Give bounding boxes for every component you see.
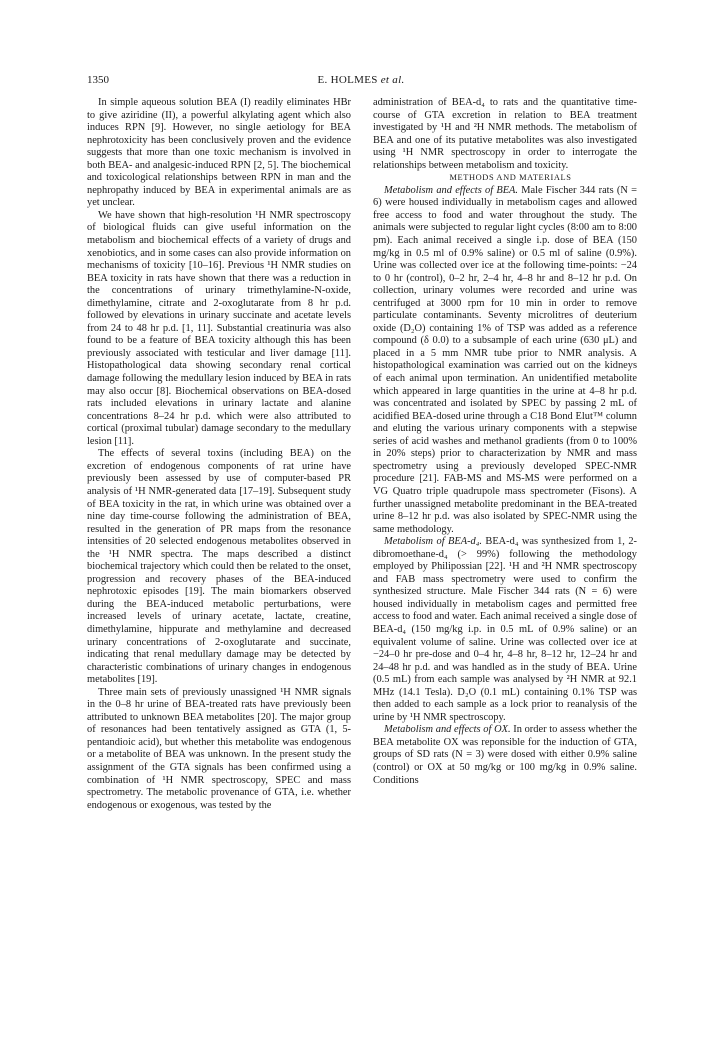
paragraph-lead: Metabolism and effects of BEA.	[384, 184, 518, 196]
paragraph: Three main sets of previously unassigned ¹H NMR signals in the 0–8 hr urine of BEA-treated rats have previously been attributed to unknown BEA metabolites [20]. The major group of resonances had been tentatively assigned as GTA (1, 5-pentandioic acid), but whether this metabolite was endogenous or a metabolite of BEA was unknown. In the present study the assignment of the GTA signals has been confirmed using a combination of ¹H NMR spectroscopy, SPEC and mass spectrometry. The metabolic provenance of GTA, i.e. whether endogenous or exogenous, was tested by the	[87, 686, 351, 811]
running-head	[87, 74, 635, 86]
paragraph-body: In order to assess whether the BEA metabolite OX was reponsible for the induction of GTA, groups of SD rats (N = 3) were dosed with either 0.9% saline (control) or OX at 50 mg/kg or 100 mg/kg in 0.9% saline. Conditions	[373, 724, 637, 786]
section-heading: METHODS AND MATERIALS	[449, 173, 572, 183]
paragraph	[373, 724, 637, 787]
paragraph-body: BEA-d₄ was synthesized from 1, 2-dibromoethane-d₄ (> 99%) following the methodology employed by Philipossian [22]. ¹H and ²H NMR spectroscopy and FAB mass spectrometry were used to confirm the synthesized structure. Male Fischer 344 rats (N = 6) were housed individually in metabolism cages and permitted free access to food and water. Each animal received a single dose of BEA-d₄ (150 mg/kg i.p. in 0.5 mL of 0.9% saline) or an equivalent volume of saline. Urine was collected over ice at −24–0 hr pre-dose and 0–4 hr, 4–8 hr, 8–12 hr, 12–24 hr and 24–48 hr p.d. and was handled as in the study of BEA. Urine (0.5 mL) from each sample was analysed by ²H NMR at 92.1 MHz (14.1 Tesla). D₂O (0.1 mL) containing 0.1% TSP was then added to each sample as a lock prior to reanalysis of the urine by ¹H NMR spectroscopy.	[373, 536, 637, 723]
paragraph: administration of BEA-d₄ to rats and the quantitative time-course of GTA excretion in relation to BEA treatment investigated by ¹H and ²H NMR methods. The metabolism of BEA and one of its putative metabolites was also investigated using ¹H NMR spectroscopy in order to interrogate the relationships between metabolism and toxicity.	[373, 97, 637, 171]
page-header	[87, 74, 635, 90]
right-column	[373, 97, 637, 787]
paragraph: The effects of several toxins (including BEA) on the excretion of endogenous components of rat urine have previously been assessed by use of computer-based PR analysis of ¹H NMR-generated data [17–19]. Subsequent study of BEA toxicity in the rat, in which urine was obtained over a nine day time-course following the administration of BEA, resulted in the generation of PR maps from the resonance intensities of 20 selected endogenous metabolites observed in the ¹H NMR spectra. The maps described a distinct biochemical trajectory which could then be related to the onset, progression and recovery phases of the BEA-induced nephrotoxic episodes [19]. The main biomarkers observed during the BEA-induced metabolic perturbations, were increased levels of urinary acetate, lactate, creatine, dimethylamine, hippurate and methylamine and decreased urinary concentrations of 2-oxoglutarate and succinate, indicating that renal medullary damage may be detected by characteristic combinations of urinary changes in endogenous metabolites [19].	[87, 448, 351, 686]
paragraph	[373, 185, 637, 536]
page-number: 1350	[87, 74, 109, 86]
left-column	[87, 97, 351, 812]
paragraph	[373, 536, 637, 724]
running-head-etal: et al.	[380, 74, 405, 86]
paragraph: In simple aqueous solution BEA (I) readily eliminates HBr to give aziridine (II), a powerful alkylating agent which also induces RPN [9]. However, no single aetiology for BEA nephrotoxicity has been conclusively proven and the evidence suggests that more than one toxic mechanism is involved in both BEA- and analgesic-induced RPN [2, 5]. The biochemical and toxicological relationships between RPN in man and the nephropathy induced by BEA in experimental animals are as yet unclear.	[87, 97, 351, 209]
paragraph-body: Male Fischer 344 rats (N = 6) were housed individually in metabolism cages and allowed free access to food and water throughout the study. The animals were subjected to regular light cycles (8:00 am to 8:00 pm). Each animal received a single i.p. dose of BEA (150 mg/kg in 0.5 ml of 0.9% saline) or 0.5 ml of saline (0.9%). Urine was collected over ice at the following time-points: −24 to 0 hr (control), 0–2 hr, 2–4 hr, 4–8 hr and 8–12 hr p.d. On collection, urinary volumes were recorded and urine was centrifuged at 3000 rpm for 10 min in order to remove particulate contaminants. Seventy microlitres of deuterium oxide (D₂O) containing 1% of TSP was added as a reference compound (δ 0.0) to a subsample of each urine (630 μL) and placed in a 5 mm NMR tube prior to NMR analysis. A histopathological examination was carried out on the kidneys of each animal upon termination. An unidentified metabolite which appeared in large quantities in the urine at 4–8 hr p.d. was concentrated and isolated by SPEC by passing 2 mL of acidified BEA-dosed urine through a C18 Bond Elut™ column and eluting the various urinary components with a stepwise series of acid washes and methanol gradients (from 0 to 100% in 20% steps) prior to characterization by NMR and mass spectrometry using a previously developed SPEC-NMR procedure [21]. FAB-MS and MS-MS were performed on a VG Quatro triple quadrupole mass spectrometer (Fisons). A further unassigned metabolite predominant in the BEA-treated urine 8–12 hr p.d. was also isolated by SPEC-NMR using the same methodology.	[373, 184, 637, 535]
paragraph: We have shown that high-resolution ¹H NMR spectroscopy of biological fluids can give useful information on the metabolism and biochemical effects of a variety of drugs and xenobiotics, and in some cases can also provide information on mechanisms of toxicity [10–16]. Previous ¹H NMR studies on BEA toxicity in rats have shown that there was a reduction in the concentrations of urinary trimethylamine-N-oxide, dimethylamine, citrate and 2-oxoglutarate from 8 hr p.d. followed by elevations in urinary succinate and acetate levels from 24 to 48 hr p.d. [1, 11]. Substantial creatinuria was also found to be a feature of BEA toxicity although this has been previously associated with testicular and liver damage [11]. Histopathological data showing secondary renal cortical damage following the medullary lesion induced by BEA in rats may also occur [8]. Biochemical observations on BEA-dosed rats included elevations in urinary lactate and alanine concentrations 8–24 hr p.d. which were also attributed to cortical (proximal tubular) damage secondary to the medullary lesion [11].	[87, 209, 351, 447]
running-head-author: E. HOLMES	[317, 74, 378, 86]
paragraph-lead: Metabolism of BEA-d₄.	[384, 536, 482, 548]
paragraph-lead: Metabolism and effects of OX.	[384, 724, 511, 736]
